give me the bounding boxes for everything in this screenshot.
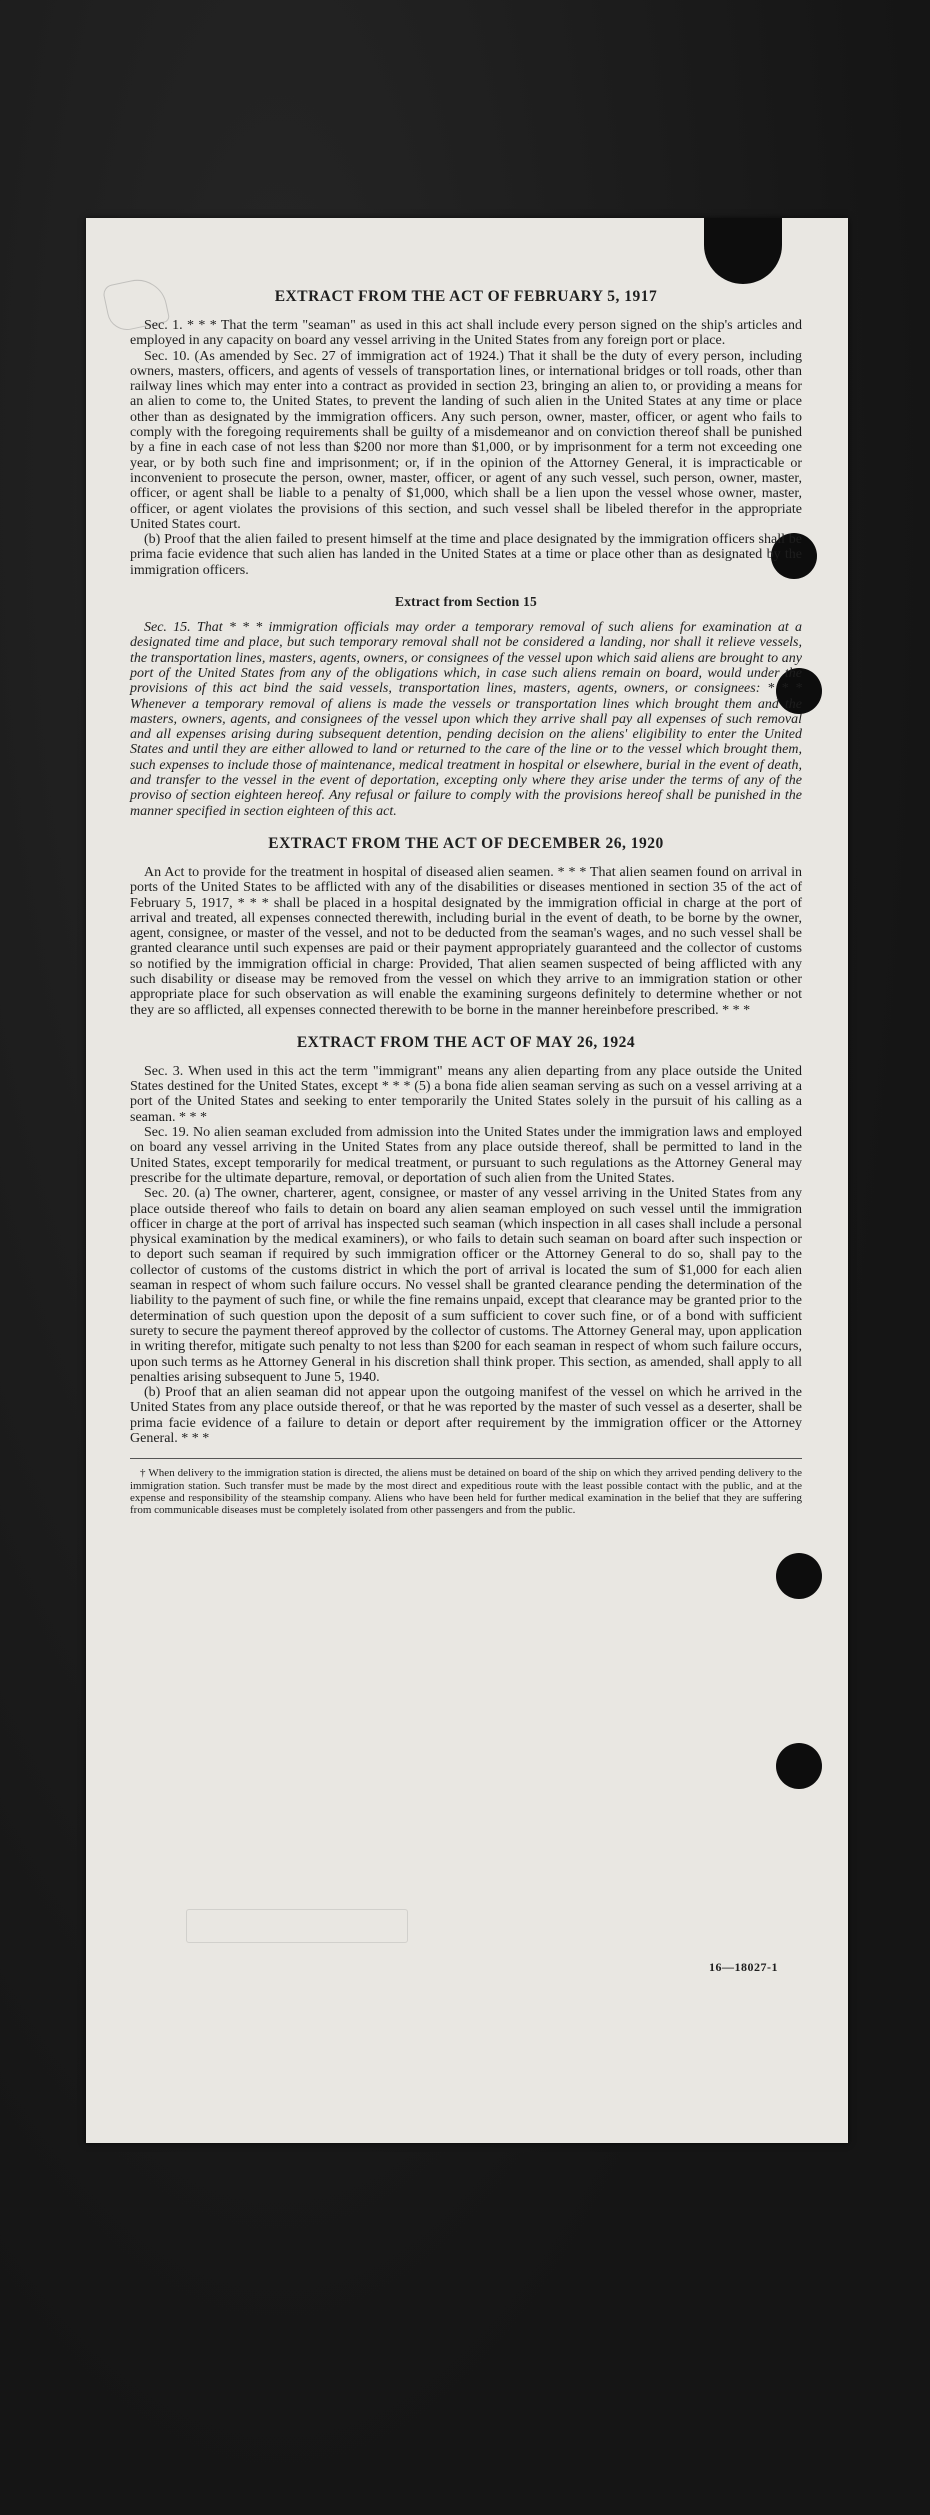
section-paragraph: Sec. 20. (a) The owner, charterer, agent, consignee, or master of any vessel arriving in the United States from any place outside thereof who fails to detain on board any alien seaman employed on such vessel until the immigration officer in charge at the port of arrival has inspected such seaman (which inspection in all cases shall include a personal physical examination by the medical examiners), or who fails to detain such seaman on board after such inspection or to deport such seaman if required by such immigration officer or the Attorney General to do so, shall pay to the collector of customs of the customs district in which the port of arrival is located the sum of $1,000 for each alien seaman in respect of whom such failure occurs. No vessel shall be granted clearance pending the determination of the liability to the payment of such fine, or while the fine remains unpaid, except that clearance may be granted prior to the determination of such question upon the deposit of a sum sufficient to cover such fine, or of a bond with sufficient surety to secure the payment thereof approved by the collector of customs. The Attorney General may, upon application in writing therefor, mitigate such penalty to not less than $200 for each seaman in respect of whom such failure occurs, upon such terms as he Attorney General in his discretion shall think proper. This section, as amended, shall apply to all penalties arising subsequent to June 5, 1940. [130,1186,802,1385]
document-body [130,288,802,1516]
document-page [86,218,848,2143]
section-paragraph: Sec. 19. No alien seaman excluded from admission into the United States under the immigration laws and employed on board any vessel arriving in the United States from any place outside thereof, shall be permitted to land in the United States, except temporarily for medical treatment, or pursuant to such regulations as the Attorney General may prescribe for the ultimate departure, removal, or deportation of such alien from the United States. [130,1125,802,1186]
section-paragraph: An Act to provide for the treatment in hospital of diseased alien seamen. * * * That alien seamen found on arrival in ports of the United States to be afflicted with any of the disabilities or diseases mentioned in section 35 of the act of February 5, 1917, * * * shall be placed in a hospital designated by the immigration official in charge at the port of arrival and treated, all expenses connected therewith, including burial in the event of death, to be borne by the owner, agent, consignee, or master of the vessel, and not to be deducted from the seaman's wages, and no such vessel shall be granted clearance until such expenses are paid or their payment appropriately guaranteed and the collector of customs so notified by the immigration official in charge: Provided, That alien seamen suspected of being afflicted with any such disability or disease may be removed from the vessel on which they arrive to an immigration station or other appropriate place for such observation as will enable the examining surgeons definitely to determine whether or not they are so afflicted, all expenses connected therewith to be borne in the manner hereinbefore prescribed. * * * [130,864,802,1018]
footnote-divider [130,1458,802,1459]
section-heading-section-15: Extract from Section 15 [395,594,537,610]
section-heading-act-1924: EXTRACT FROM THE ACT OF MAY 26, 1924 [296,1033,636,1051]
section-heading-act-1917: EXTRACT FROM THE ACT OF FEBRUARY 5, 1917 [274,288,658,305]
section-paragraph: Sec. 3. When used in this act the term "immigrant" means any alien departing from any place outside the United States destined for the United States, except * * * (5) a bona fide alien seaman serving as such on a vessel arriving at a port of the United States and seeking to enter temporarily the United States solely in the pursuit of his calling as a seaman. * * * [130,1063,802,1125]
section-heading-act-1920: EXTRACT FROM THE ACT OF DECEMBER 26, 1920 [268,834,664,852]
section-paragraph: Sec. 1. * * * That the term "seaman" as used in this act shall include every person signed on the ship's articles and employed in any capacity on board any vessel arriving in the United States from any foreign port or place. [130,318,802,349]
punch-hole [776,1743,822,1789]
section-paragraph: Sec. 15. That * * * immigration officials may order a temporary removal of such aliens for examination at a designated time and place, but such temporary removal shall not be considered a landing, nor shall it relieve vessels, the transportation lines, masters, agents, owners, or consignees of the vessel upon which said aliens are brought to any port of the United States from any of the obligations which, in case such aliens remain on board, would under the provisions of this act bind the said vessels, transportation lines, masters, agents, owners, or consignees: * * * Whenever a temporary removal of aliens is made the vessels or transportation lines which brought them and the masters, owners, agents, and consignees of the vessel upon which they arrive shall pay all expenses of such removal and all expenses arising during subsequent detention, pending decision on the aliens' eligibility to enter the United States and until they are either allowed to land or returned to the care of the line or to the vessel which brought them, such expenses to include those of maintenance, medical treatment in hospital or elsewhere, burial in the event of death, and transfer to the vessel in the event of deportation, excepting only where they arise under the terms of any of the proviso of section eighteen hereof. Any refusal or failure to comply with the provisions hereof shall be punished in the manner specified in section eighteen of this act. [130,620,802,819]
punch-hole [776,1553,822,1599]
faint-stamp-mark [186,1909,408,1943]
punch-hole-top [704,218,782,284]
section-paragraph: (b) Proof that the alien failed to present himself at the time and place designated by the immigration officers shall be prima facie evidence that such alien has landed in the United States at a time or place other than as designated by the immigration officers. [130,532,802,578]
footnote: † When delivery to the immigration station is directed, the aliens must be detained on board of the ship on which they arrived pending delivery to the immigration station. Such transfer must be made by the most direct and expeditious route with the least possible contact with the public, and at the expense and responsibility of the steamship company. Aliens who have been held for further medical examination in the belief that they are suffering from communicable diseases must be completely isolated from other passengers and from the public. [130,1467,802,1517]
section-paragraph: (b) Proof that an alien seaman did not appear upon the outgoing manifest of the vessel on which he arrived in the United States from any place outside thereof, or that he was reported by the master of such vessel as a deserter, shall be prima facie evidence of a failure to detain or deport after requirement by the immigration officer or the Attorney General. * * * [130,1385,802,1446]
section-paragraph: Sec. 10. (As amended by Sec. 27 of immigration act of 1924.) That it shall be the duty of every person, including owners, masters, officers, and agents of vessels of transportation lines, or international bridges or toll roads, other than railway lines which may enter into a contract as provided in section 23, bringing an alien to, or providing a means for an alien to come to, the United States, to prevent the landing of such alien in the United States at any time or place other than as designated by the immigration officers. Any such person, owner, master, officer, or agent who fails to comply with the foregoing requirements shall be guilty of a misdemeanor and on conviction thereof shall be punished by a fine in each case of not less than $200 nor more than $1,000, or by imprisonment for a term not exceeding one year, or by both such fine and imprisonment; or, if in the opinion of the Attorney General, it is impracticable or inconvenient to prosecute the person, owner, master, officer, or agent of any such vessel, such person, owner, master, officer, or agent shall be liable to a penalty of $1,000, which shall be a lien upon the vessel whose owner, master, officer, or agent violates the provisions of this section, and such vessel shall be libeled therefor in the appropriate United States court. [130,348,802,532]
form-number: 16—18027-1 [709,1960,778,1974]
